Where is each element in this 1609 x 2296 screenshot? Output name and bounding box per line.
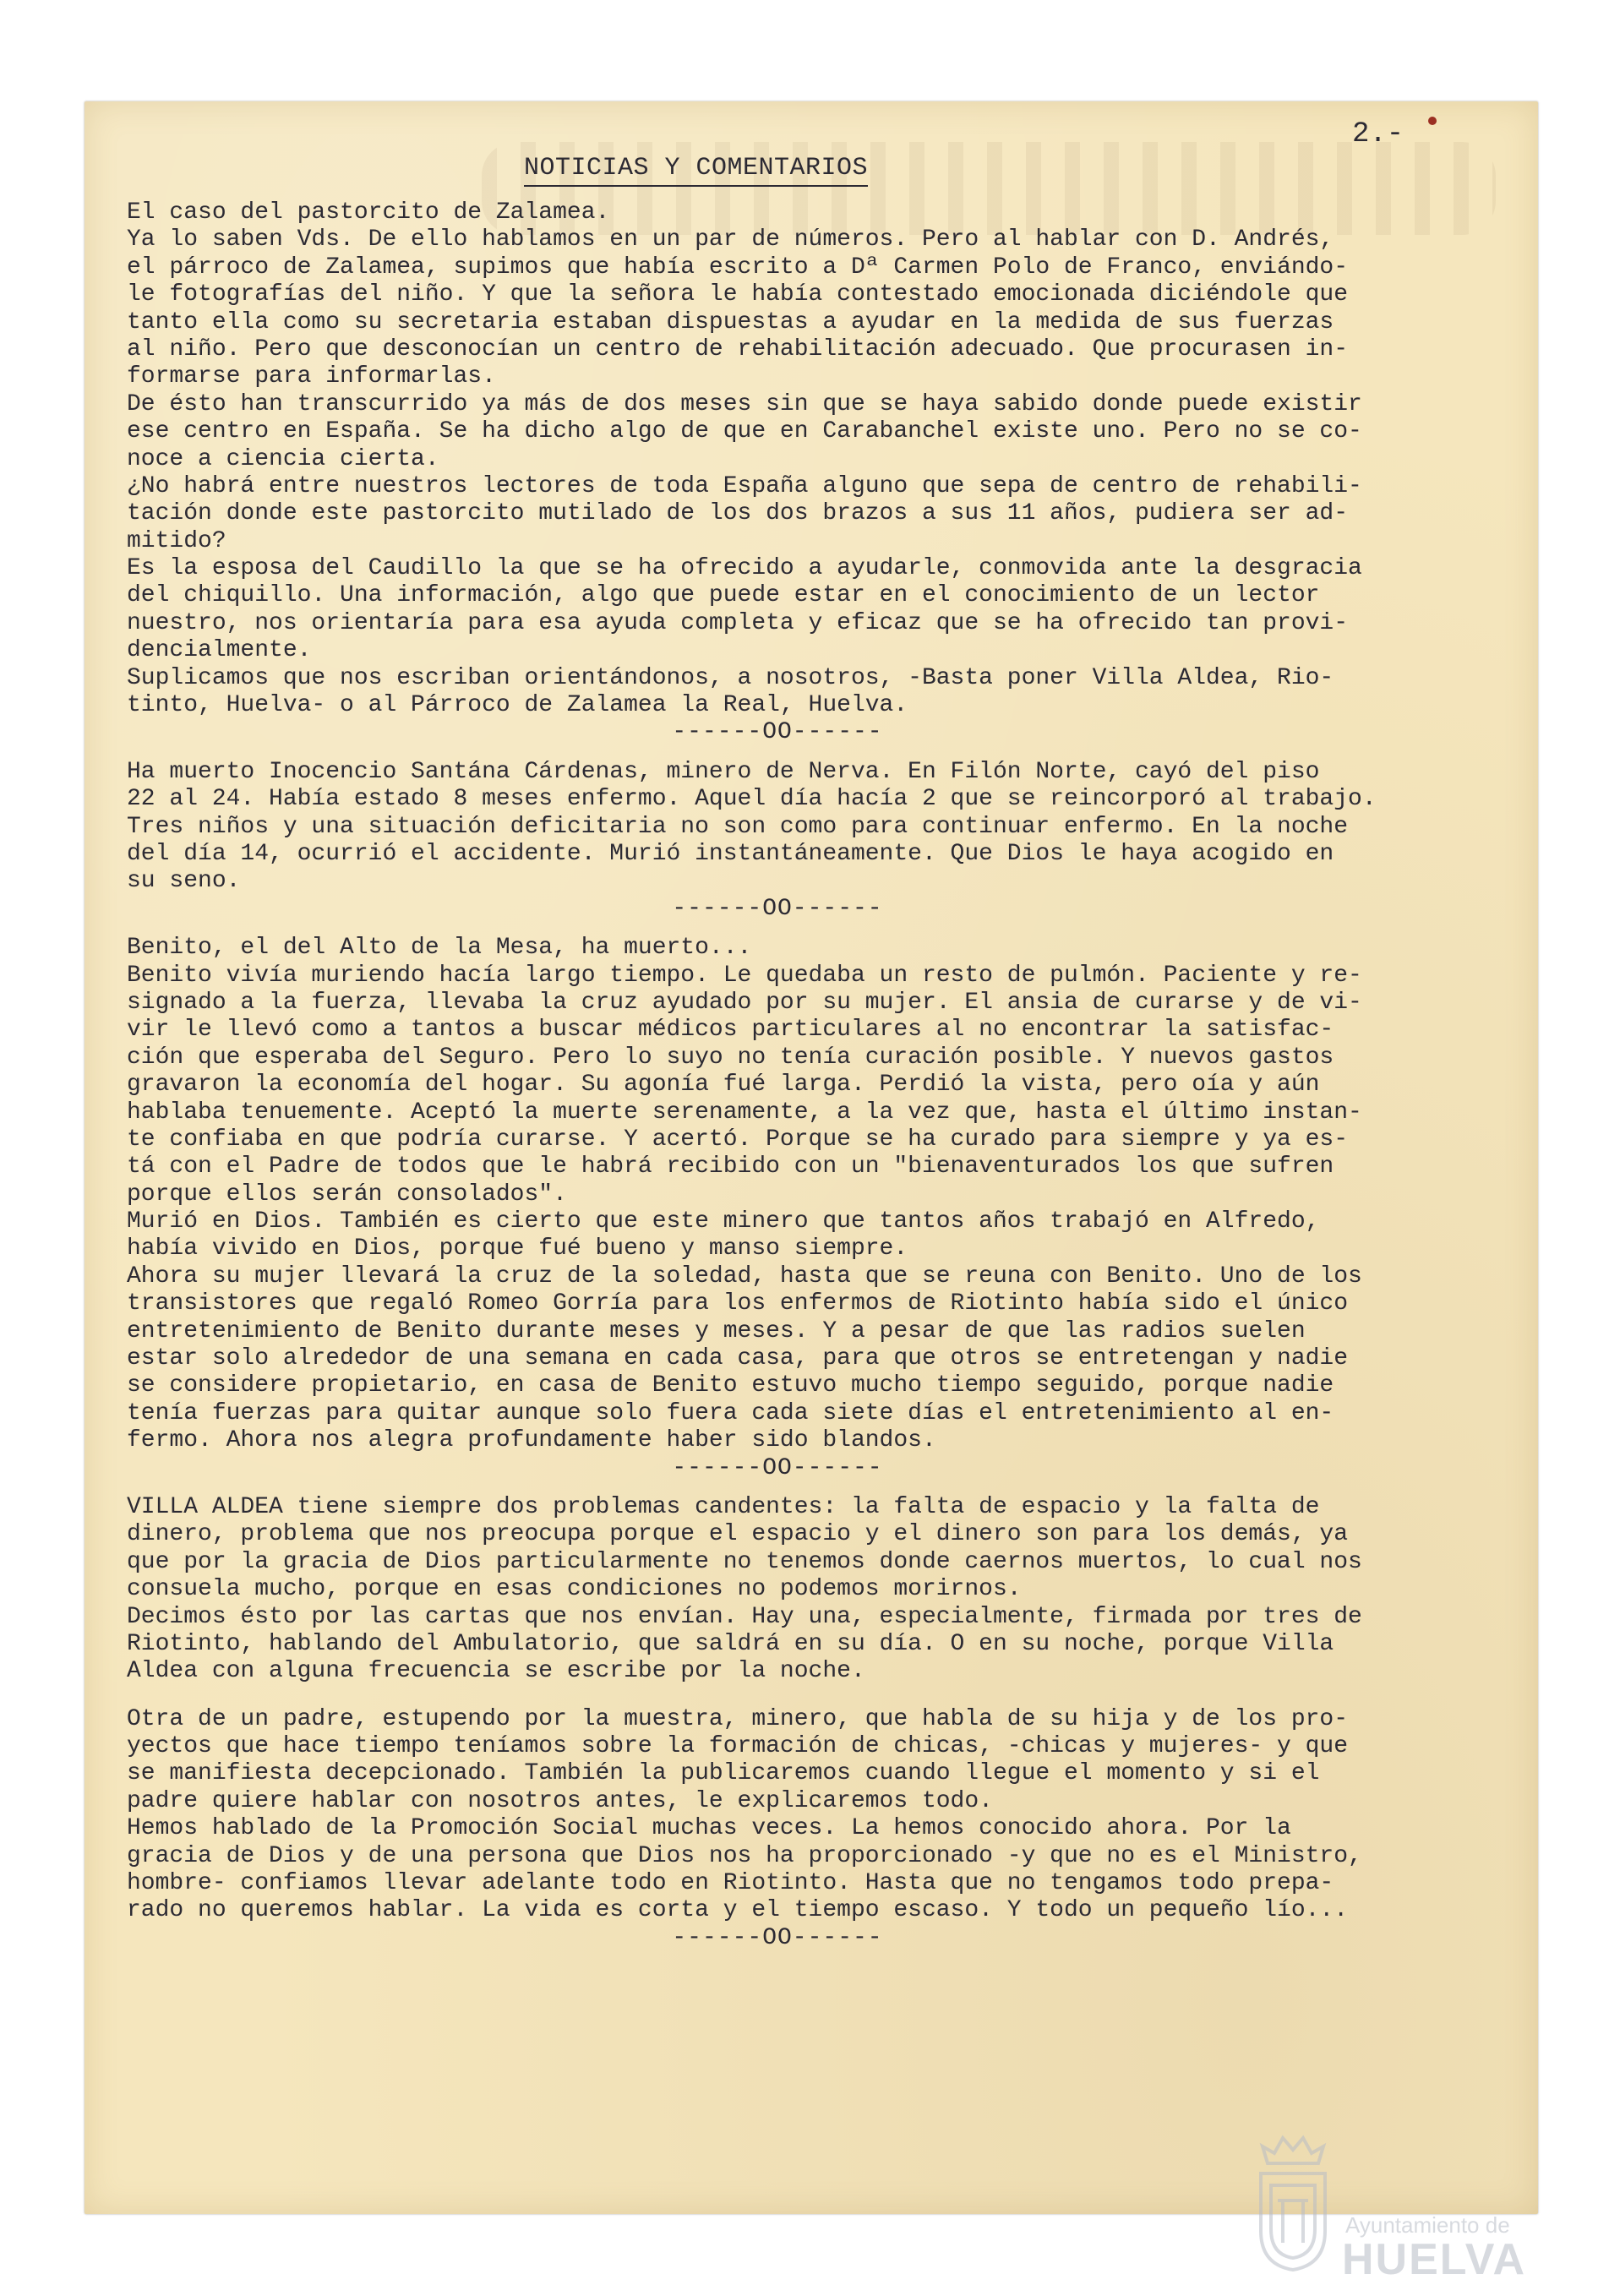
text-line: 22 al 24. Había estado 8 meses enfermo. Aquel día hacía 2 que se reincorporó al trabajo. <box>127 786 1377 813</box>
article-inocencio <box>127 759 1428 896</box>
huelva-watermark <box>1251 2130 1530 2282</box>
article-villa-aldea <box>127 1494 1428 1925</box>
text-line: del chiquillo. Una información, algo que puede estar en el conocimiento de un lector <box>127 582 1320 609</box>
text-line: el párroco de Zalamea, supimos que había escrito a Dª Carmen Polo de Franco, enviándo- <box>127 254 1349 281</box>
text-line: gracia de Dios y de una persona que Dios nos ha proporcionado -y que no es el Ministro, <box>127 1842 1362 1869</box>
text-line: VILLA ALDEA tiene siempre dos problemas candentes: la falta de espacio y la falta de <box>127 1493 1320 1520</box>
text-line: vir le llevó como a tantos a buscar médicos particulares al no encontrar la satisfac- <box>127 1017 1334 1044</box>
text-line: ción que esperaba del Seguro. Pero lo suyo no tenía curación posible. Y nuevos gastos <box>127 1044 1334 1071</box>
text-line: te confiaba en que podría curarse. Y acertó. Porque se ha curado para siempre y ya es- <box>127 1126 1349 1153</box>
text-line: Benito vivía muriendo hacía largo tiempo. Le quedaba un resto de pulmón. Paciente y re- <box>127 962 1362 989</box>
text-line: Benito, el del Alto de la Mesa, ha muerto... <box>127 935 752 962</box>
section-separator: ------OO------ <box>672 1454 883 1481</box>
text-line: le fotografías del niño. Y que la señora le había contestado emocionada diciéndole que <box>127 281 1349 308</box>
article-benito <box>127 935 1428 1454</box>
text-line: Ya lo saben Vds. De ello hablamos en un par de números. Pero al hablar con D. Andrés, <box>127 226 1334 254</box>
text-line: había vivido en Dios, porque fué bueno y manso siempre. <box>127 1235 908 1263</box>
text-line: dinero, problema que nos preocupa porque el espacio y el dinero son para los demás, ya <box>127 1521 1349 1548</box>
text-line: ese centro en España. Se ha dicho algo de que en Carabanchel existe uno. Pero no se co- <box>127 418 1362 445</box>
section-separator: ------OO------ <box>672 895 883 922</box>
text-line: yectos que hace tiempo teníamos sobre la formación de chicas, -chicas y mujeres- y que <box>127 1733 1349 1760</box>
text-line: Riotinto, hablando del Ambulatorio, que saldrá en su día. O en su noche, porque Villa <box>127 1630 1334 1657</box>
text-line: tenía fuerzas para quitar aunque solo fuera cada siete días el entretenimiento al en- <box>127 1399 1334 1426</box>
text-line: se manifiesta decepcionado. También la publicaremos cuando llegue el momento y si el <box>127 1760 1320 1787</box>
section-separator: ------OO------ <box>672 719 883 746</box>
text-line: tanto ella como su secretaria estaban dispuestas a ayudar en la medida de sus fuerzas <box>127 308 1334 335</box>
text-line: Suplicamos que nos escriban orientándonos, a nosotros, -Basta poner Villa Aldea, Rio- <box>127 664 1334 691</box>
text-line: noce a ciencia cierta. <box>127 445 439 472</box>
text-line: que por la gracia de Dios particularmente no tenemos donde caernos muertos, lo cual nos <box>127 1548 1362 1575</box>
text-line: signado a la fuerza, llevaba la cruz ayudado por su mujer. El ansia de curarse y de vi- <box>127 989 1362 1016</box>
ink-spot <box>1428 117 1437 125</box>
article-body <box>127 199 1428 1952</box>
text-line: tinto, Huelva- o al Párroco de Zalamea la Real, Huelva. <box>127 692 908 719</box>
text-line: nuestro, nos orientaría para esa ayuda completa y eficaz que se ha ofrecido tan provi- <box>127 609 1349 636</box>
text-line: formarse para informarlas. <box>127 363 496 390</box>
text-line: al niño. Pero que desconocían un centro de rehabilitación adecuado. Que procurasen in- <box>127 335 1349 363</box>
watermark-name: HUELVA <box>1342 2235 1527 2284</box>
text-line: El caso del pastorcito de Zalamea. <box>127 199 610 226</box>
section-separator: ------OO------ <box>672 1924 883 1951</box>
text-line: estar solo alrededor de una semana en cada casa, para que otros se entretengan y nadie <box>127 1345 1349 1372</box>
text-line: porque ellos serán consolados". <box>127 1181 567 1208</box>
text-line: tación donde este pastorcito mutilado de los dos brazos a sus 11 años, pudiera ser ad- <box>127 500 1349 527</box>
text-line: dencialmente. <box>127 637 312 664</box>
text-line: Aldea con alguna frecuencia se escribe por la noche. <box>127 1658 865 1685</box>
text-line: consuela mucho, porque en esas condiciones no podemos morirnos. <box>127 1576 1022 1603</box>
text-line: del día 14, ocurrió el accidente. Murió instantáneamente. Que Dios le haya acogido en <box>127 840 1334 867</box>
text-line: Tres niños y una situación deficitaria no son como para continuar enfermo. En la noche <box>127 813 1349 840</box>
text-line: Ahora su mujer llevará la cruz de la soledad, hasta que se reuna con Benito. Uno de los <box>127 1263 1362 1290</box>
text-line: ¿No habrá entre nuestros lectores de toda España alguno que sepa de centro de rehabili- <box>127 472 1362 499</box>
text-line: se considere propietario, en casa de Benito estuvo mucho tiempo seguido, porque nadie <box>127 1372 1334 1399</box>
text-line: hombre- confiamos llevar adelante todo en Riotinto. Hasta que no tengamos todo prepa- <box>127 1870 1334 1897</box>
text-line: fermo. Ahora nos alegra profundamente haber sido blandos. <box>127 1427 936 1454</box>
text-line: padre quiere hablar con nosotros antes, le explicaremos todo. <box>127 1787 993 1814</box>
text-line: Otra de un padre, estupendo por la muestra, minero, que habla de su hija y de los pro- <box>127 1705 1349 1732</box>
watermark-subtitle: Ayuntamiento de <box>1345 2212 1510 2238</box>
text-line: hablaba tenuemente. Aceptó la muerte serenamente, a la vez que, hasta el último instan- <box>127 1099 1362 1126</box>
text-line: mitido? <box>127 527 226 554</box>
text-line: Ha muerto Inocencio Santána Cárdenas, minero de Nerva. En Filón Norte, cayó del piso <box>127 758 1320 785</box>
coat-of-arms-icon <box>1251 2130 1335 2273</box>
text-line: tá con el Padre de todos que le habrá recibido con un "bienaventurados los que sufren <box>127 1153 1334 1181</box>
text-line: De ésto han transcurrido ya más de dos meses sin que se haya sabido donde puede existir <box>127 390 1362 417</box>
page-number: 2.- <box>1352 118 1404 150</box>
text-line: entretenimiento de Benito durante meses y meses. Y a pesar de que las radios suelen <box>127 1317 1306 1344</box>
article-pastorcito <box>127 199 1428 719</box>
text-line: rado no queremos hablar. La vida es corta y el tiempo escaso. Y todo un pequeño lío... <box>127 1897 1349 1924</box>
text-line: gravaron la economía del hogar. Su agonía fué larga. Perdió la vista, pero oía y aún <box>127 1072 1320 1099</box>
text-line: Es la esposa del Caudillo la que se ha ofrecido a ayudarle, conmovida ante la desgracia <box>127 555 1362 582</box>
text-line: su seno. <box>127 868 241 895</box>
text-line: transistores que regaló Romeo Gorría para los enfermos de Riotinto había sido el único <box>127 1290 1349 1317</box>
text-line: Hemos hablado de la Promoción Social muchas veces. La hemos conocido ahora. Por la <box>127 1815 1291 1842</box>
page-title: NOTICIAS Y COMENTARIOS <box>524 154 868 187</box>
text-line: Decimos ésto por las cartas que nos envían. Hay una, especialmente, firmada por tres de <box>127 1603 1362 1630</box>
text-line: Murió en Dios. También es cierto que este minero que tantos años trabajó en Alfredo, <box>127 1208 1320 1235</box>
